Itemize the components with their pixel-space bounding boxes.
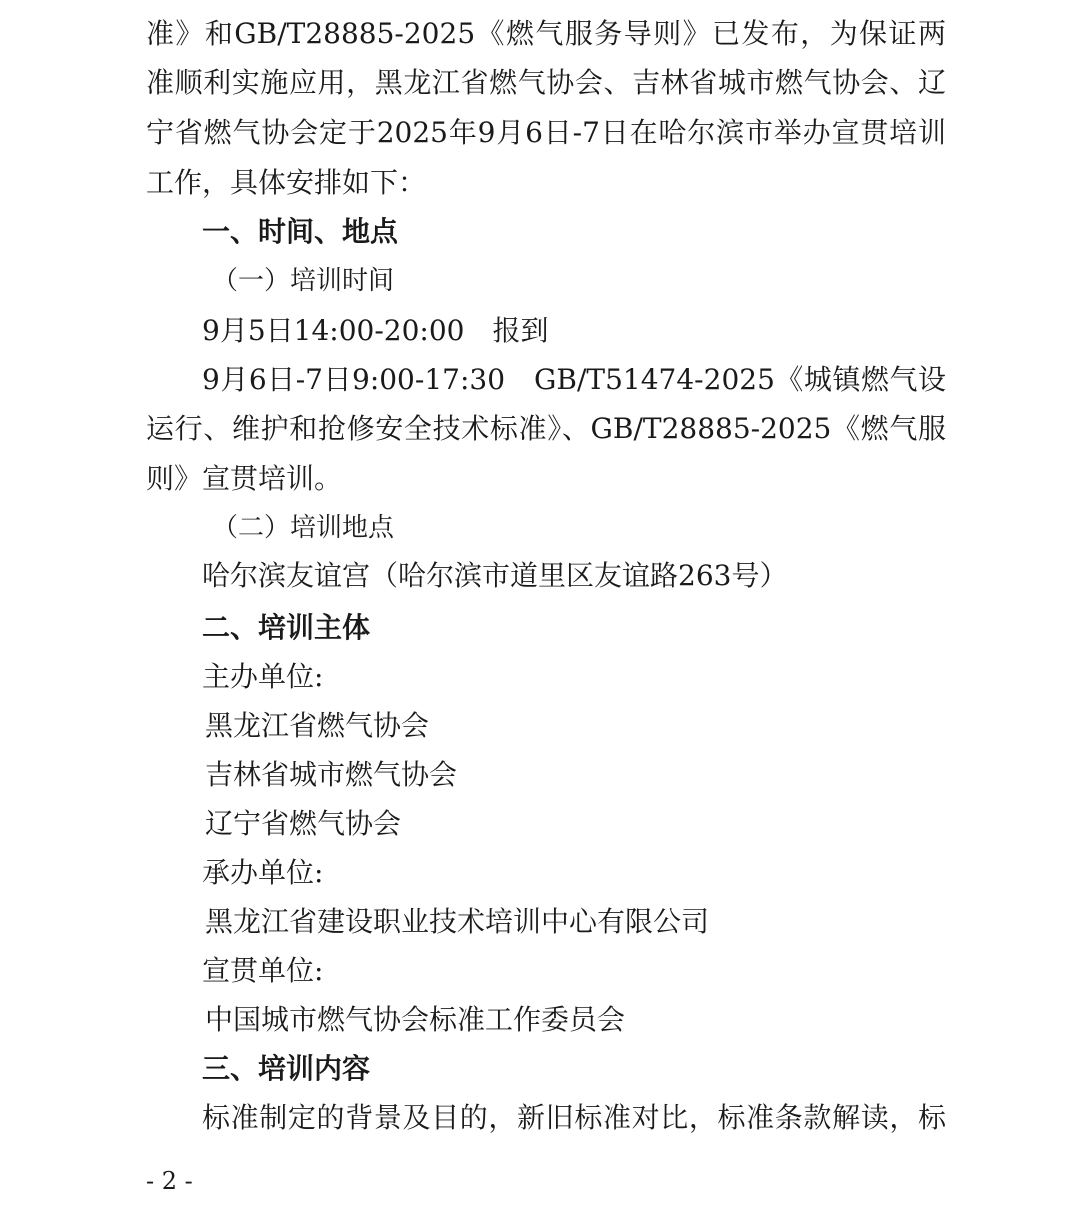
organizer-2: 吉林省城市燃气协会 bbox=[205, 758, 458, 791]
organizer-3: 辽宁省燃气协会 bbox=[205, 807, 402, 840]
intro-line-3: 宁省燃气协会定于2025年9月6日-7日在哈尔滨市举办宣贯培训 bbox=[146, 116, 946, 149]
section2-heading: 二、培训主体 bbox=[202, 611, 371, 644]
host-label: 承办单位: bbox=[202, 856, 324, 889]
schedule-line-2a: 9月6日-7日9:00-17:30 GB/T51474-2025《城镇燃气设 bbox=[202, 363, 946, 396]
host: 黑龙江省建设职业技术培训中心有限公司 bbox=[205, 905, 710, 938]
organizer-1: 黑龙江省燃气协会 bbox=[205, 709, 430, 742]
section3-heading: 三、培训内容 bbox=[202, 1052, 371, 1085]
promoter-label: 宣贯单位: bbox=[202, 954, 324, 987]
content-line: 标准制定的背景及目的，新旧标准对比，标准条款解读，标 bbox=[202, 1101, 946, 1134]
section1-heading: 一、时间、地点 bbox=[202, 215, 399, 248]
venue: 哈尔滨友谊宫（哈尔滨市道里区友谊路263号） bbox=[202, 559, 788, 592]
schedule-line-2c: 则》宣贯培训。 bbox=[146, 462, 343, 495]
intro-line-4: 工作，具体安排如下： bbox=[146, 166, 427, 199]
schedule-line-2b: 运行、维护和抢修安全技术标准》、GB/T28885-2025《燃气服 bbox=[146, 412, 946, 445]
section1-sub1-heading: （一）培训时间 bbox=[212, 266, 395, 296]
section1-sub2-heading: （二）培训地点 bbox=[212, 513, 395, 543]
intro-line-1: 准》和GB/T28885-2025《燃气服务导则》已发布，为保证两 bbox=[146, 17, 946, 50]
promoter: 中国城市燃气协会标准工作委员会 bbox=[205, 1003, 626, 1036]
schedule-line-1: 9月5日14:00-20:00 报到 bbox=[202, 314, 549, 347]
page-number: - 2 - bbox=[146, 1167, 193, 1195]
intro-line-2: 准顺利实施应用，黑龙江省燃气协会、吉林省城市燃气协会、辽 bbox=[146, 66, 946, 99]
organizer-label: 主办单位: bbox=[202, 660, 324, 693]
